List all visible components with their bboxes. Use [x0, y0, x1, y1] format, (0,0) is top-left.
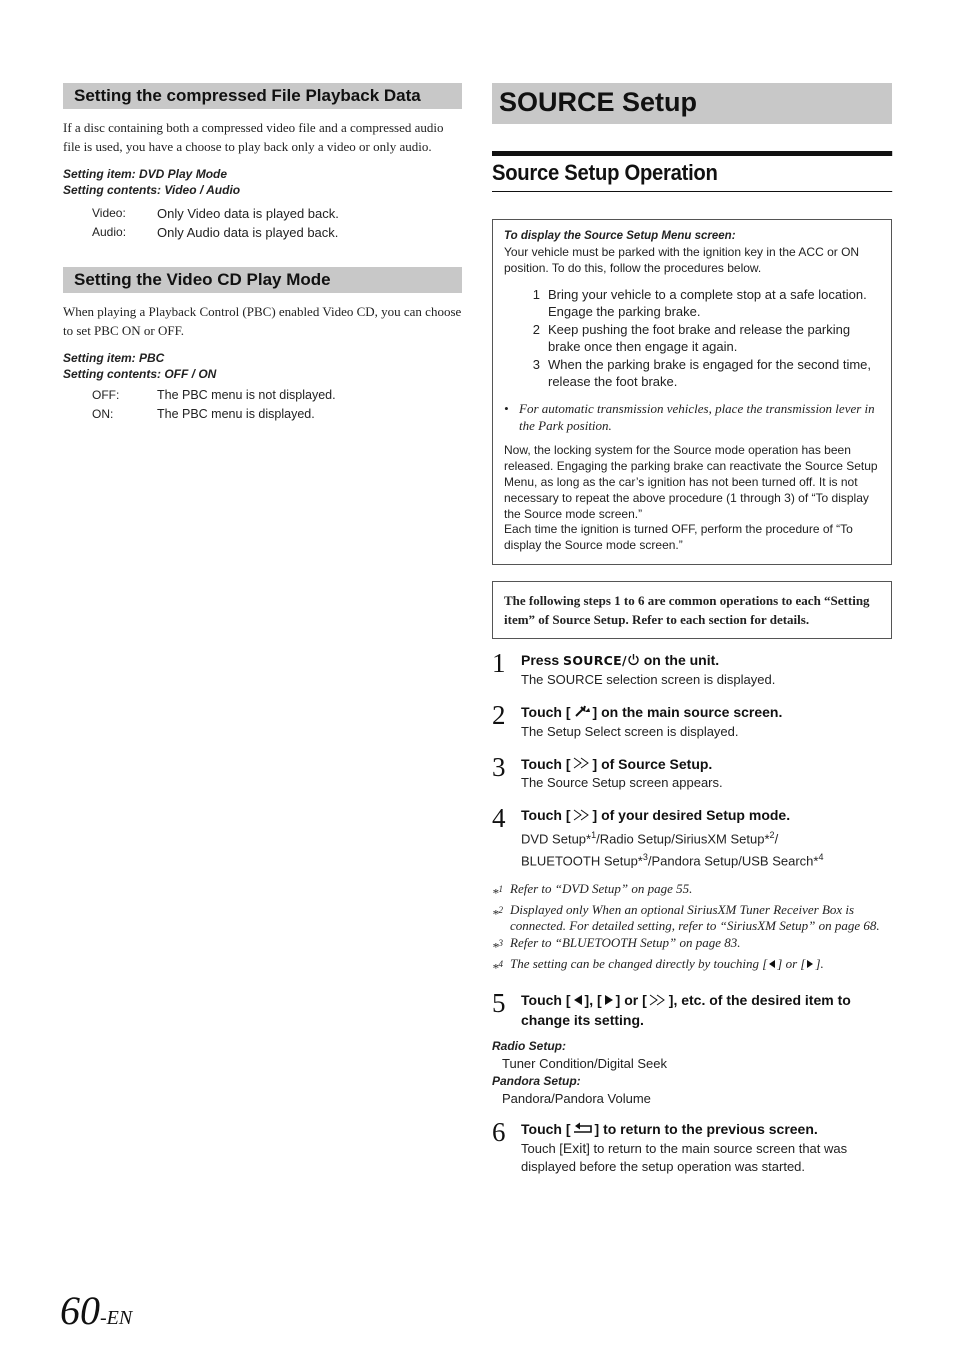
step-desc: The Setup Select screen is displayed. — [521, 723, 739, 739]
footnote-ref: 2 — [769, 830, 775, 841]
definition-value: Only Audio data is played back. — [157, 225, 339, 240]
setup-examples — [492, 1038, 892, 1108]
step-number: 1 — [492, 647, 506, 678]
note-bullet — [504, 400, 880, 434]
info-paragraph: Now, the locking system for the Source mode operation has been released. Engaging the parking brake can reactivate the Source Setup Menu, as long as the car’s ignition has not been turned off. It is not necessary to repeat the above procedure (1 through 3) of “To display the Source mode screen.” — [504, 443, 878, 521]
page-number: 60-EN — [60, 1288, 133, 1333]
definition-value: The PBC menu is not displayed. — [157, 388, 336, 402]
section-heading-operation: Source Setup Operation — [492, 151, 892, 192]
step-desc: Touch [Exit] to return to the main source screen that was displayed before the setup operation was started. — [521, 1140, 848, 1175]
source-menu-info-box — [492, 219, 892, 565]
footnote-mark: *$^1$ — [492, 883, 503, 901]
definition-row — [63, 223, 462, 242]
list-text: When the parking brake is engaged for the second time, release the foot brake. — [548, 357, 872, 390]
info-box-heading: To display the Source Setup Menu screen: — [504, 230, 736, 242]
bracket-open: [ — [565, 807, 571, 824]
step-number: 5 — [492, 987, 506, 1018]
footnotes — [492, 881, 892, 977]
list-item — [504, 286, 880, 320]
definition-key: Audio: — [92, 225, 127, 239]
step-text: Touch — [521, 991, 566, 1008]
step-title — [521, 755, 892, 775]
footnote — [492, 956, 892, 977]
step-title: Touch [ ], [ ] or [ ], etc. of the desired item to change its setting. — [521, 991, 851, 1028]
footnote-ref: 1 — [591, 830, 597, 841]
desc-part: BLUETOOTH Setup* — [521, 853, 643, 869]
step-4 — [492, 803, 892, 870]
double-chevron-right-icon — [571, 807, 593, 826]
section-heading-vcd: Setting the Video CD Play Mode — [63, 267, 462, 293]
desc-part: /Pandora Setup/USB Search* — [647, 853, 819, 869]
setting-item-label: Setting item: DVD Play Mode — [63, 167, 228, 181]
double-chevron-right-icon — [647, 992, 669, 1011]
footnote-text: Refer to “DVD Setup” on page 55. — [510, 880, 693, 896]
setting-contents-label: Setting contents: OFF / ON — [63, 367, 217, 381]
footnote-ref: 3 — [642, 852, 648, 863]
list-text: Keep pushing the foot brake and release the parking brake once then engage it again. — [548, 322, 851, 355]
bullet-text: For automatic transmission vehicles, place the transmission lever in the Park position. — [519, 401, 875, 434]
step-text: on the main source screen. — [597, 703, 783, 720]
footnote-text: The setting can be changed directly by touching [ ] or [ ]. — [510, 956, 892, 977]
section-heading-compressed: Setting the compressed File Playback Data — [63, 83, 462, 109]
list-number: 3 — [532, 357, 540, 373]
bracket-close: ] — [592, 807, 598, 824]
definition-row — [63, 204, 462, 223]
bracket-close: ] — [592, 755, 598, 772]
step-text: of your desired Setup mode. — [597, 807, 791, 824]
power-icon — [627, 652, 640, 671]
definition-value: The PBC menu is displayed. — [157, 407, 315, 421]
list-text: Bring your vehicle to a complete stop at a safe location. Engage the parking brake. — [548, 287, 867, 320]
triangle-right-icon — [602, 992, 616, 1011]
footnote — [492, 881, 892, 902]
info-paragraph: Each time the ignition is turned OFF, perform the procedure of “To display the Source mode screen.” — [504, 522, 853, 553]
step-number: 2 — [492, 699, 506, 730]
step-desc — [521, 826, 892, 871]
footnote-text: Displayed only When an optional SiriusXM Tuner Receiver Box is connected. For detailed setting, refer to “SiriusXM Setup” on page 68. — [510, 901, 880, 934]
exit-label: Exit — [562, 1140, 587, 1157]
step-text: Touch — [521, 755, 566, 772]
step-2 — [492, 699, 892, 741]
definition-list — [63, 204, 462, 242]
double-chevron-right-icon — [571, 755, 593, 774]
info-box-intro: Your vehicle must be parked with the ignition key in the ACC or ON position. To do this, follow the procedures below. — [504, 244, 860, 275]
parking-steps — [504, 286, 880, 390]
step-text: Touch — [521, 1120, 566, 1137]
step-text: Touch — [521, 807, 566, 824]
step-6 — [492, 1116, 892, 1177]
list-number: 1 — [532, 287, 540, 303]
return-arrow-icon — [571, 1120, 595, 1139]
step-desc: The Source Setup screen appears. — [521, 775, 723, 791]
step-title: Touch [ ] to return to the previous screen. — [521, 1120, 892, 1140]
triangle-right-icon — [805, 957, 815, 974]
triangle-left-icon — [571, 992, 585, 1011]
definition-row — [63, 405, 462, 424]
pandora-setup-value: Pandora/Pandora Volume — [502, 1090, 651, 1106]
compressed-body: If a disc containing both a compressed video file and a compressed audio file is used, you have a choose to play back only a video or only audio. — [63, 120, 444, 154]
footnote — [492, 902, 892, 935]
triangle-left-icon — [767, 957, 777, 974]
setting-item-label: Setting item: PBC — [63, 351, 165, 365]
footnote-mark: *$^4$ — [492, 958, 503, 976]
list-number: 2 — [532, 322, 540, 338]
step-1 — [492, 647, 892, 689]
definition-key: Video: — [92, 206, 126, 220]
left-column — [63, 83, 462, 424]
definition-key: OFF: — [92, 388, 120, 402]
step-text: of Source Setup. — [597, 755, 713, 772]
desc-part: /Radio Setup/SiriusXM Setup* — [596, 831, 770, 847]
footnote — [492, 935, 892, 956]
step-text: Press — [521, 651, 564, 668]
footnote-mark: *$^2$ — [492, 904, 503, 922]
step-title — [521, 651, 892, 671]
bracket-open: [ — [565, 703, 571, 720]
radio-setup-label: Radio Setup: — [492, 1038, 566, 1053]
list-item — [504, 356, 880, 390]
step-5 — [492, 987, 892, 1030]
footnote-mark: *$^3$ — [492, 937, 503, 955]
step-text: , etc. of the desired item to change its setting. — [521, 991, 851, 1028]
common-steps-note: The following steps 1 to 6 are common operations to each “Setting item” of Source Setup. Refer to each section for details. — [492, 581, 892, 639]
pandora-setup-label: Pandora Setup: — [492, 1073, 581, 1088]
step-title — [521, 703, 892, 723]
step-text: to return to the previous screen. — [599, 1120, 818, 1137]
radio-setup-value: Tuner Condition/Digital Seek — [502, 1055, 667, 1071]
definition-key: ON: — [92, 407, 114, 421]
step-number: 6 — [492, 1116, 506, 1147]
right-column — [492, 83, 892, 1176]
desc-part: / — [774, 831, 779, 847]
setting-contents-label: Setting contents: Video / Audio — [63, 183, 241, 197]
source-label: SOURCE/ — [563, 652, 627, 668]
footnote-ref: 4 — [818, 852, 824, 863]
step-3 — [492, 751, 892, 793]
step-text: on the unit. — [639, 651, 720, 668]
page-title: SOURCE Setup — [492, 83, 892, 124]
bracket-open: [ — [565, 755, 571, 772]
setup-wrench-icon — [571, 704, 593, 723]
bullet-mark: • — [504, 401, 509, 417]
desc-part: DVD Setup* — [521, 831, 592, 847]
definition-list — [63, 386, 462, 424]
step-text: Touch — [521, 703, 566, 720]
step-number: 3 — [492, 751, 506, 782]
bracket-close: ] — [592, 703, 598, 720]
list-item — [504, 321, 880, 355]
step-desc: The SOURCE selection screen is displayed. — [521, 671, 776, 687]
step-number: 4 — [492, 803, 506, 834]
step-title — [521, 806, 892, 826]
vcd-body: When playing a Playback Control (PBC) enabled Video CD, you can choose to set PBC ON or OFF. — [63, 304, 462, 338]
definition-row — [63, 386, 462, 405]
footnote-text: Refer to “BLUETOOTH Setup” on page 83. — [510, 934, 741, 950]
definition-value: Only Video data is played back. — [157, 206, 339, 221]
